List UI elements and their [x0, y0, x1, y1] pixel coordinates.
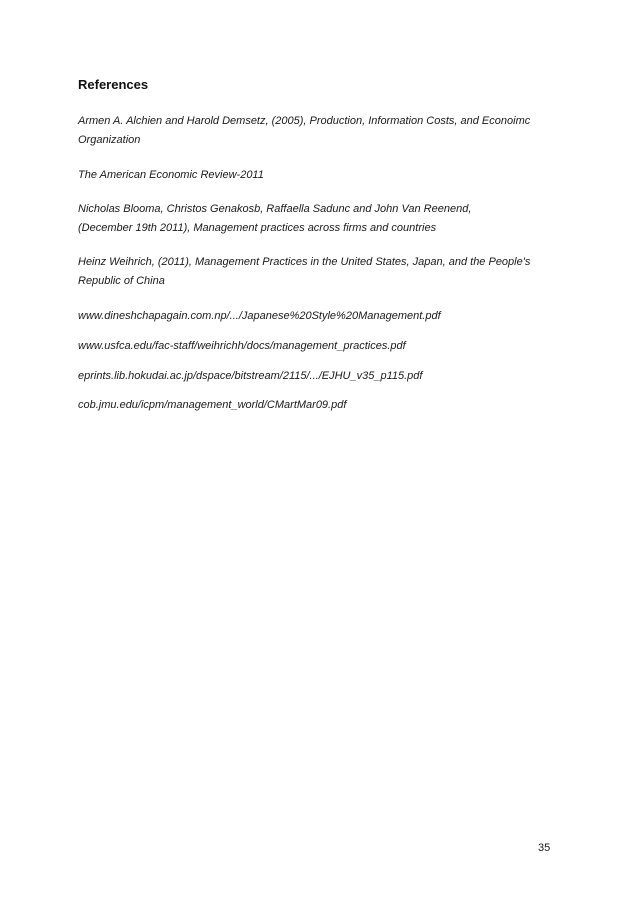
reference-line: Armen A. Alchien and Harold Demsetz, (2005), Production, Information Costs, and Econoimc — [78, 115, 531, 127]
page-number: 35 — [538, 842, 551, 854]
reference-line: Nicholas Blooma, Christos Genakosb, Raffaella Sadunc and John Van Reenend, — [78, 203, 472, 215]
reference-line: The American Economic Review-2011 — [78, 169, 264, 181]
reference-line: Heinz Weihrich, (2011), Management Practices in the United States, Japan, and the People's — [78, 256, 531, 268]
references-heading: References — [78, 77, 149, 92]
reference-entry-2 — [78, 166, 578, 185]
reference-entry-4 — [78, 253, 578, 291]
reference-line: Republic of China — [78, 275, 165, 287]
reference-link: eprints.lib.hokudai.ac.jp/dspace/bitstream/2115/.../EJHU_v35_p115.pdf — [78, 370, 423, 382]
reference-entry-5 — [78, 307, 578, 326]
reference-line: Organization — [78, 134, 141, 146]
reference-line: (December 19th 2011), Management practices across firms and countries — [78, 222, 437, 234]
reference-entry-6 — [78, 337, 578, 356]
reference-link: cob.jmu.edu/icpm/management_world/CMartMar09.pdf — [78, 399, 347, 411]
reference-link: www.dineshchapagain.com.np/.../Japanese%20Style%20Management.pdf — [78, 310, 441, 322]
reference-entry-3 — [78, 200, 578, 238]
reference-entry-1 — [78, 112, 578, 150]
reference-link: www.usfca.edu/fac-staff/weihrichh/docs/management_practices.pdf — [78, 340, 406, 352]
reference-entry-7 — [78, 367, 578, 386]
reference-entry-8 — [78, 396, 578, 415]
